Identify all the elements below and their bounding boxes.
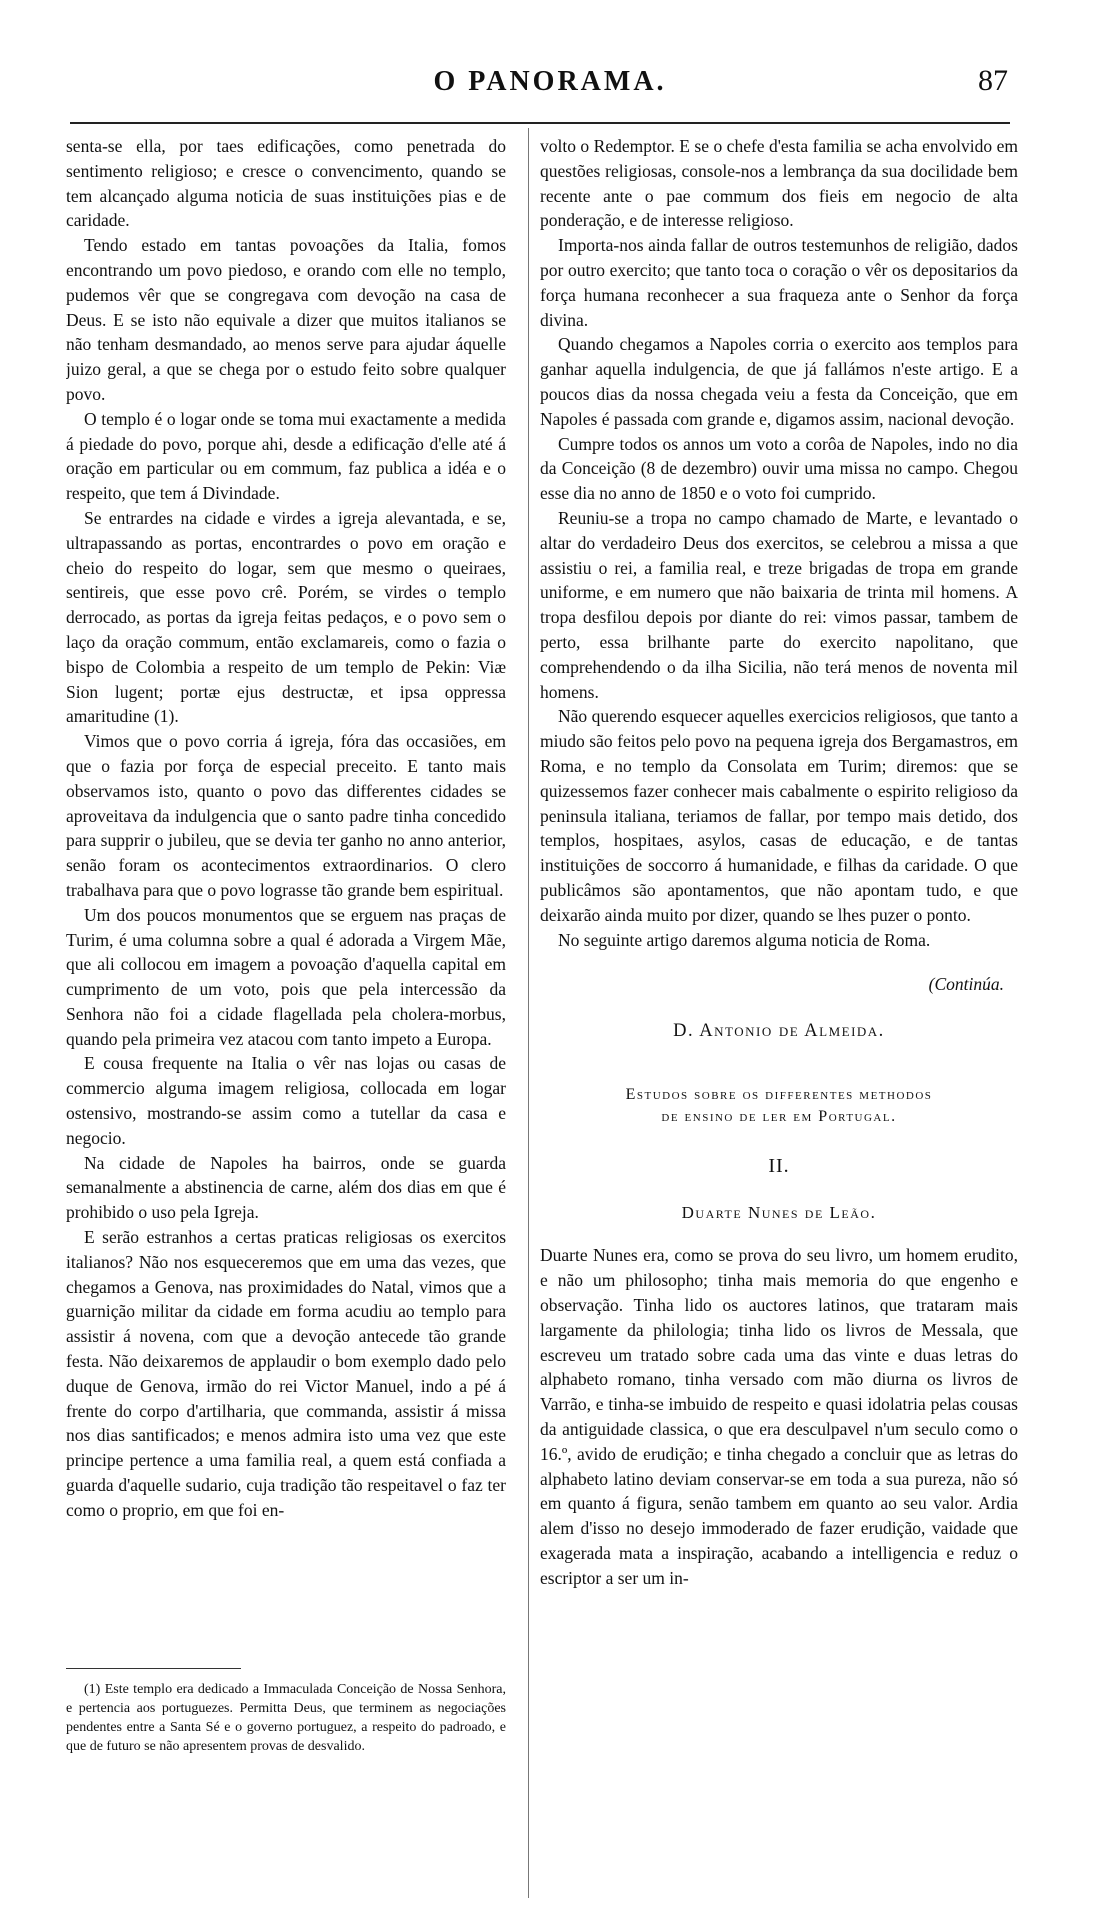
section-heading xyxy=(540,1084,1018,1128)
paragraph: senta-se ella, por taes edificações, como penetrada do sentimento religioso; e cresce o convencimento, quando se tem alcançado alguma noticia de suas instituições pias e de caridade. xyxy=(66,136,506,231)
paragraph: O templo é o logar onde se toma mui exactamente a medida á piedade do povo, porque ahi, desde a edificação d'elle até á oração em particular ou em commum, faz publica a idéa e o respeito, que tem á Divindade. xyxy=(66,408,506,504)
paragraph: Cumpre todos os annos um voto a corôa de Napoles, indo no dia da Conceição (8 de dezembro) ouvir uma missa no campo. Chegou esse dia no anno de 1850 e o voto foi cumprido. xyxy=(540,433,1018,504)
paragraph: Reuniu-se a tropa no campo chamado de Marte, e levantado o altar do verdadeiro Deus dos exercitos, se celebrou a missa a que assistiu o rei, a familia real, e treze brigadas de tropa em grande uniforme, e em numero que não baixaria de trinta mil homens. A tropa desfilou depois por diante do rei: vimos passar, tambem de perto, essa brilhante parte do exercito napolitano, que comprehendendo o da ilha Sicilia, não terá menos de noventa mil homens. xyxy=(540,507,1018,702)
paragraph: Um dos poucos monumentos que se erguem nas praças de Turim, é uma columna sobre a qual é adorada a Virgem Mãe, que ali collocou em imagem a povoação d'aquella capital em cumprimento de um voto, pois que pela intercessão da Senhora não foi a cidade flagellada pela cholera-morbus, quando pela primeira vez atacou com tanto impeto a Europa. xyxy=(66,904,506,1049)
part-number: II. xyxy=(768,1154,790,1177)
footnote-text: (1) Este templo era dedicado a Immaculada Conceição de Nossa Senhora, e pertencia aos portuguezes. Permitta Deus, que terminem as negociações pendentes entre a Santa Sé e o governo portuguez, a respeito do padroado, e que de futuro se não apresentem provas de desvalido. xyxy=(66,1682,506,1754)
paragraph: Se entrardes na cidade e virdes a igreja alevantada, e se, ultrapassando as portas, encontrardes o povo em oração e cheio do respeito do logar, sem que mesmo o queiraes, sentireis, que esse povo crê. Porém, se virdes o templo derrocado, as portas da igreja feitas pedaços, e o povo sem o laço da oração commum, então exclamareis, como o fazia o bispo de Colombia a respeito de um templo de Pekin: Viæ Sion lugent; portæ ejus destructæ, et ipsa oppressa amaritudine (1). xyxy=(66,507,506,727)
page-header xyxy=(0,66,1100,106)
section-heading-line: Estudos sobre os differentes methodos xyxy=(625,1085,933,1103)
header-rule xyxy=(70,122,1010,124)
paragraph: Importa-nos ainda fallar de outros testemunhos de religião, dados por outro exercito; que tanto toca o coração o vêr os depositarios da força humana reconhecer a sua fraqueza ante o Senhor da força divina. xyxy=(540,235,1018,330)
sub-heading: Duarte Nunes de Leão. xyxy=(681,1202,877,1222)
page-number: 87 xyxy=(978,64,1008,97)
footnote xyxy=(66,1680,506,1756)
column-divider xyxy=(528,128,529,1898)
right-column xyxy=(540,134,1018,1894)
paragraph: volto o Redemptor. E se o chefe d'esta familia se acha envolvido em questões religiosas, console-nos a lembrança da sua docilidade bem recente ante o pae commum dos fieis em negocio de alta ponderação, e de interesse religioso. xyxy=(540,136,1018,231)
paragraph: Não querendo esquecer aquelles exercicios religiosos, que tanto a miudo são feitos pelo povo na pequena igreja dos Bergamastros, em Roma, e no templo da Consolata em Turim; diremos: que se quizessemos fazer conhecer mais cabalmente o espirito religioso da peninsula italiana, teriamos de fallar, por tempo mais detido, dos templos, hospitaes, asylos, casas de educação, e de tantas instituições de soccorro á humanidade, e filhas da caridade. O que publicâmos são apontamentos, que não apontam tudo, e que deixarão ainda muito por dizer, quando se lhes puzer o ponto. xyxy=(540,706,1018,925)
paragraph: Vimos que o povo corria á igreja, fóra das occasiões, em que o fazia por força de especial preceito. E tanto mais observamos isto, quanto o povo das differentes cidades se aproveitava da indulgencia que o santo padre tinha concedido para supprir o jubileu, que se devia ter ganho no anno anterior, senão foram os acontecimentos extraordinarios. O clero trabalhava para que o povo lograsse tão grande bem espiritual. xyxy=(66,731,506,900)
paragraph: Na cidade de Napoles ha bairros, onde se guarda semanalmente a abstinencia de carne, além dos dias em que é prohibido o uso pela Igreja. xyxy=(66,1152,506,1223)
footnote-rule xyxy=(66,1668,241,1669)
newspaper-title: O PANORAMA. xyxy=(433,66,667,97)
paragraph: Quando chegamos a Napoles corria o exercito aos templos para ganhar aquella indulgencia, de que já fallámos n'este artigo. E a poucos dias da nossa chegada veiu a festa da Conceição, que em Napoles é passada com grande e, digamos assim, nacional devoção. xyxy=(540,334,1018,429)
paragraph: Duarte Nunes era, como se prova do seu livro, um homem erudito, e não um philosopho; tinha mais memoria do que engenho e observação. Tinha lido os auctores latinos, que trataram mais largamente da philologia; tinha lido os livros de Messala, que escreveu um tratado sobre cada uma das vinte e duas letras do alphabeto romano, tinha versado com mão diurna os livros de Varrão, e tinha-se imbuido de respeito e quasi idolatria pelas cousas da antiguidade classica, o que era desculpavel n'um seculo como o 16.º, avido de erudição; e tinha chegado a concluir que as letras do alphabeto latino deviam conservar-se em toda a sua pureza, não só em quanto á figura, senão tambem em quanto ao seu valor. Ardia alem d'isso no desejo immoderado de fazer erudição, vaidade que exagerada mata a inspiração, acabando a intelligencia e reduz o escriptor a ser um in- xyxy=(540,1245,1018,1588)
paragraph: E serão estranhos a certas praticas religiosas os exercitos italianos? Não nos esqueceremos que em uma das vezes, que chegamos a Genova, nas proximidades do Natal, vimos que a guarnição militar da cidade em forma acudiu ao templo para assistir á novena, com que a devoção antecede tão grande festa. Não deixaremos de applaudir o bom exemplo dado pelo duque de Genova, irmão do rei Victor Manuel, indo a pé á frente do corpo d'artilharia, que commanda, assistir á missa nos dias santificados; e menos admira isto uma vez que este principe pertence a uma familia real, a quem está confiada a guarda d'aquelle sudario, cuja tradição tão respeitavel o faz ter como o proprio, em que foi en- xyxy=(66,1227,506,1520)
article-author: D. Antonio de Almeida. xyxy=(673,1021,885,1042)
left-column xyxy=(66,134,506,1649)
paragraph: E cousa frequente na Italia o vêr nas lojas ou casas de commercio alguma imagem religiosa, collocada em logar ostensivo, mostrando-se assim como a tutellar da casa e negocio. xyxy=(66,1053,506,1148)
continua-note: (Continúa. xyxy=(928,974,1004,995)
paragraph: No seguinte artigo daremos alguma noticia de Roma. xyxy=(558,929,931,950)
section-heading-line: de ensino de ler em Portugal. xyxy=(661,1107,897,1125)
paragraph: Tendo estado em tantas povoações da Italia, fomos encontrando um povo piedoso, e orando com elle no templo, pudemos vêr que se congregava com devoção na casa de Deus. E se isto não equivale a dizer que muitos italianos se não tenham desmandado, ao menos serve para ajudar áquelle juizo geral, a que se chega por o estudo feito sobre qualquer povo. xyxy=(66,235,506,404)
